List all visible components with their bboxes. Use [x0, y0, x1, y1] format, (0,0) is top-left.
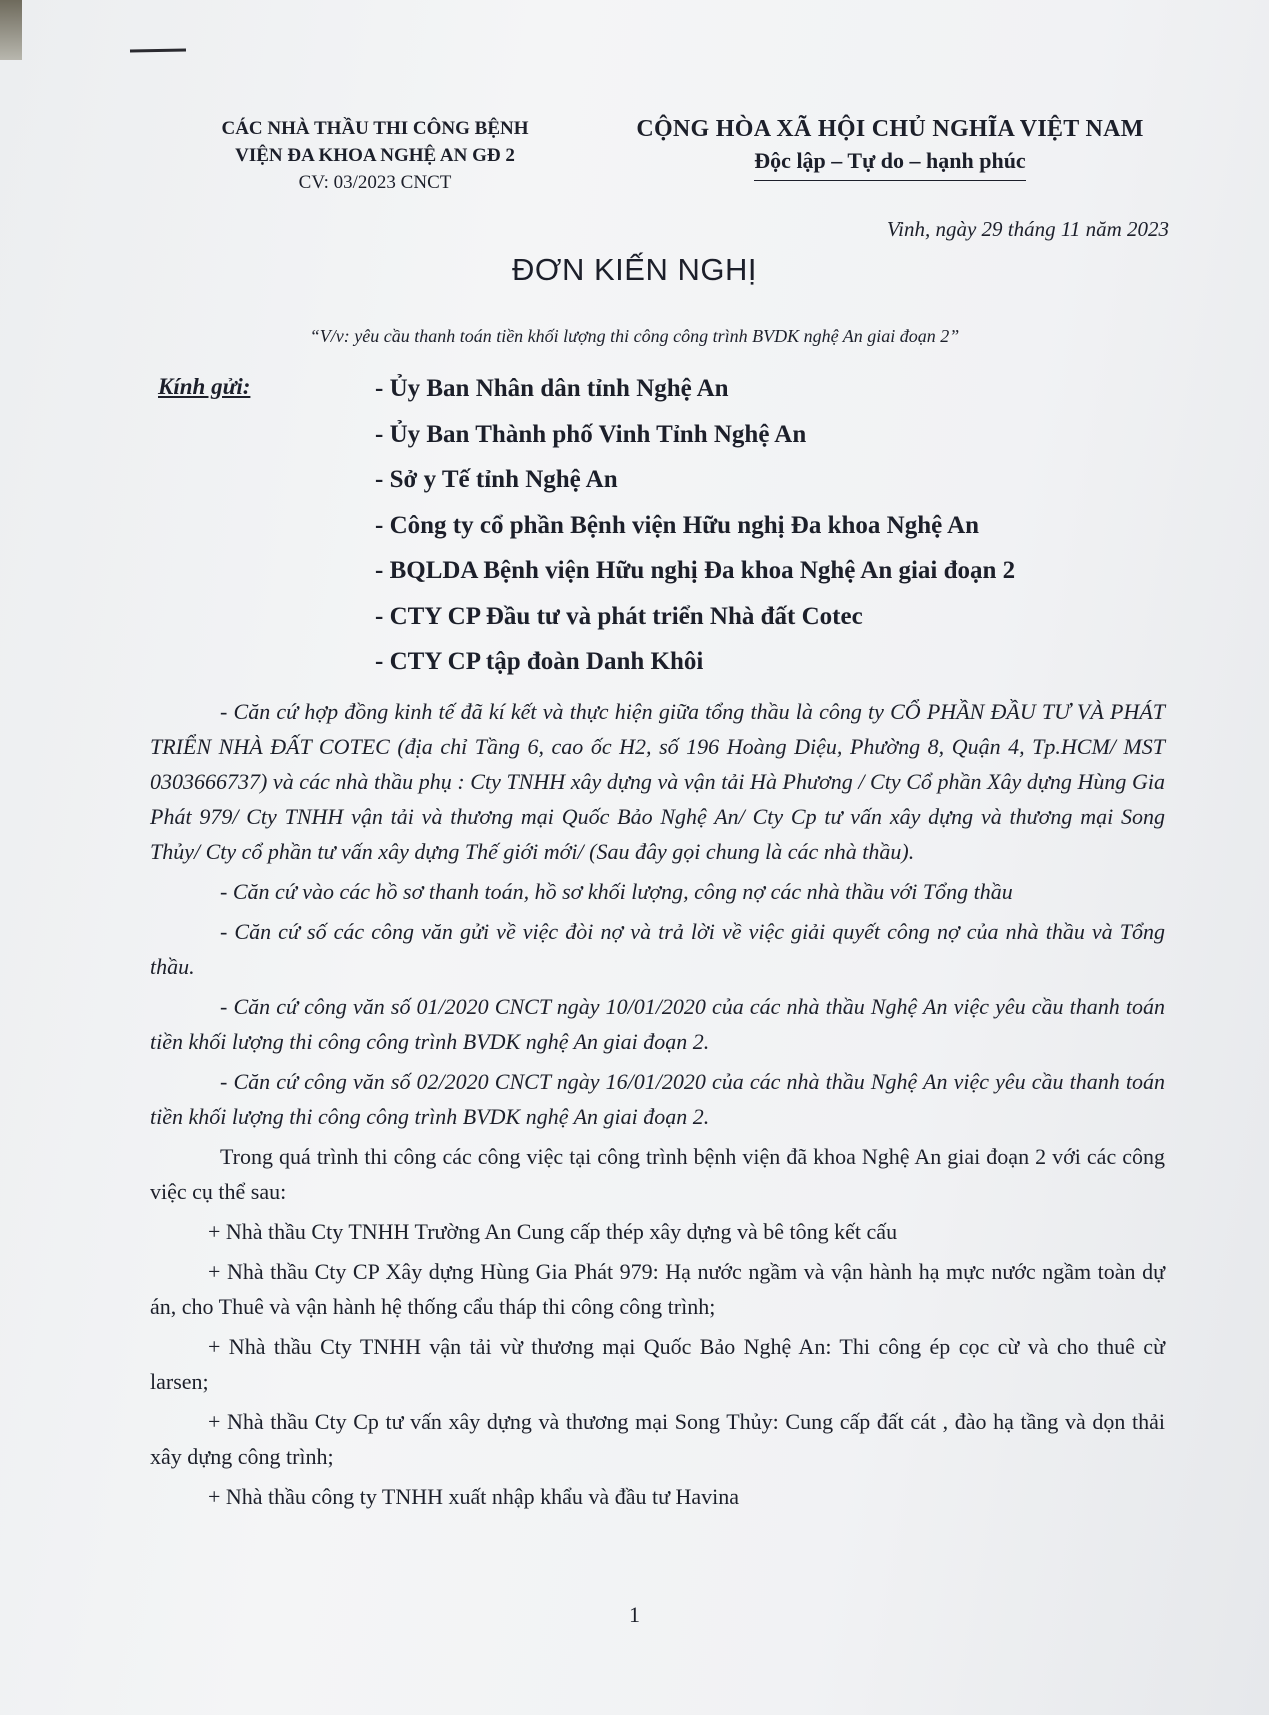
page-number: 1: [629, 1602, 640, 1627]
contractor-item: + Nhà thầu Cty TNHH vận tải vừ thương mại Quốc Bảo Nghệ An: Thi công ép cọc cừ và cho thuê cừ larsen;: [150, 1334, 1165, 1394]
sender-line-1: CÁC NHÀ THẦU THI CÔNG BỆNH: [221, 118, 529, 139]
recipient-item: - Sở y Tế tỉnh Nghệ An: [375, 466, 618, 493]
contractor-item: + Nhà thầu Cty Cp tư vấn xây dựng và thương mại Song Thủy: Cung cấp đất cát , đào hạ tầng và dọn thải xây dựng công trình;: [150, 1409, 1165, 1469]
contractor-item: + Nhà thầu Cty CP Xây dựng Hùng Gia Phát 979: Hạ nước ngầm và vận hành hạ mực nước ngầm toàn dự án, cho Thuê và vận hành hệ thống cẩu tháp thi công công trình;: [150, 1259, 1165, 1319]
document-subject: “V/v: yêu cầu thanh toán tiền khối lượng thi công công trình BVDK nghệ An giai đoạn 2”: [309, 326, 960, 346]
document-title: ĐƠN KIẾN NGHỊ: [512, 252, 757, 287]
sender-block: [175, 115, 575, 196]
contractor-item: + Nhà thầu Cty TNHH Trường An Cung cấp thép xây dựng và bê tông kết cấu: [208, 1219, 898, 1244]
recipient-item: - Ủy Ban Nhân dân tỉnh Nghệ An: [375, 375, 729, 402]
recipient-item: - CTY CP tập đoàn Danh Khôi: [375, 648, 704, 675]
basis-paragraph: - Căn cứ số các công văn gửi về việc đòi nợ và trả lời về việc giải quyết công nợ của nhà thầu và Tổng thầu.: [150, 919, 1165, 979]
background-edge: [0, 0, 22, 60]
document-body: [150, 694, 1165, 1519]
addressee-label: Kính gửi:: [158, 374, 251, 399]
recipient-list: [375, 372, 1015, 691]
recipient-item: - CTY CP Đầu tư và phát triển Nhà đất Cotec: [375, 602, 863, 630]
contractor-item: + Nhà thầu công ty TNHH xuất nhập khẩu và đầu tư Havina: [208, 1484, 740, 1509]
intro-paragraph: Trong quá trình thi công các công việc tại công trình bệnh viện đã khoa Nghệ An giai đoạn 2 với các công việc cụ thể sau:: [150, 1144, 1165, 1204]
basis-paragraph: - Căn cứ công văn số 01/2020 CNCT ngày 10/01/2020 của các nhà thầu Nghệ An việc yêu cầu thanh toán tiền khối lượng thi công công trình BVDK nghệ An giai đoạn 2.: [150, 994, 1165, 1054]
document-number: CV: 03/2023 CNCT: [298, 172, 452, 193]
recipient-item: - Công ty cổ phần Bệnh viện Hữu nghị Đa khoa Nghệ An: [375, 511, 980, 539]
basis-paragraph: - Căn cứ vào các hồ sơ thanh toán, hồ sơ khối lượng, công nợ các nhà thầu với Tổng thầu: [220, 879, 1013, 904]
basis-paragraph: - Căn cứ hợp đồng kinh tế đã kí kết và thực hiện giữa tổng thầu là công ty CỔ PHẦN ĐẦU TƯ VÀ PHÁT TRIỂN NHÀ ĐẤT COTEC (địa chỉ Tầng 6, cao ốc H2, số 196 Hoàng Diệu, Phường 8, Quận 4, Tp.HCM/ MST 0303666737) và các nhà thầu phụ : Cty TNHH xây dựng và vận tải Hà Phương / Cty Cổ phần Xây dựng Hùng Gia Phát 979/ Cty TNHH vận tải và thương mại Quốc Bảo Nghệ An/ Cty Cp tư vấn xây dựng và thương mại Song Thủy/ Cty cổ phần tư vấn xây dựng Thế giới mới/ (Sau đây gọi chung là các nhà thầu).: [150, 699, 1165, 864]
nation-name: CỘNG HÒA XÃ HỘI CHỦ NGHĨA VIỆT NAM: [636, 116, 1144, 142]
recipient-item: - BQLDA Bệnh viện Hữu nghị Đa khoa Nghệ An giai đoạn 2: [375, 557, 1016, 584]
national-heading: [590, 112, 1190, 181]
pen-mark: [130, 49, 186, 53]
basis-paragraph: - Căn cứ công văn số 02/2020 CNCT ngày 16/01/2020 của các nhà thầu Nghệ An việc yêu cầu thanh toán tiền khối lượng thi công công trình BVDK nghệ An giai đoạn 2.: [150, 1069, 1165, 1129]
recipient-item: - Ủy Ban Thành phố Vinh Tỉnh Nghệ An: [375, 420, 807, 448]
national-motto: Độc lập – Tự do – hạnh phúc: [754, 146, 1025, 181]
document-date: Vinh, ngày 29 tháng 11 năm 2023: [886, 217, 1169, 241]
sender-line-2: VIỆN ĐA KHOA NGHỆ AN GĐ 2: [235, 145, 515, 166]
